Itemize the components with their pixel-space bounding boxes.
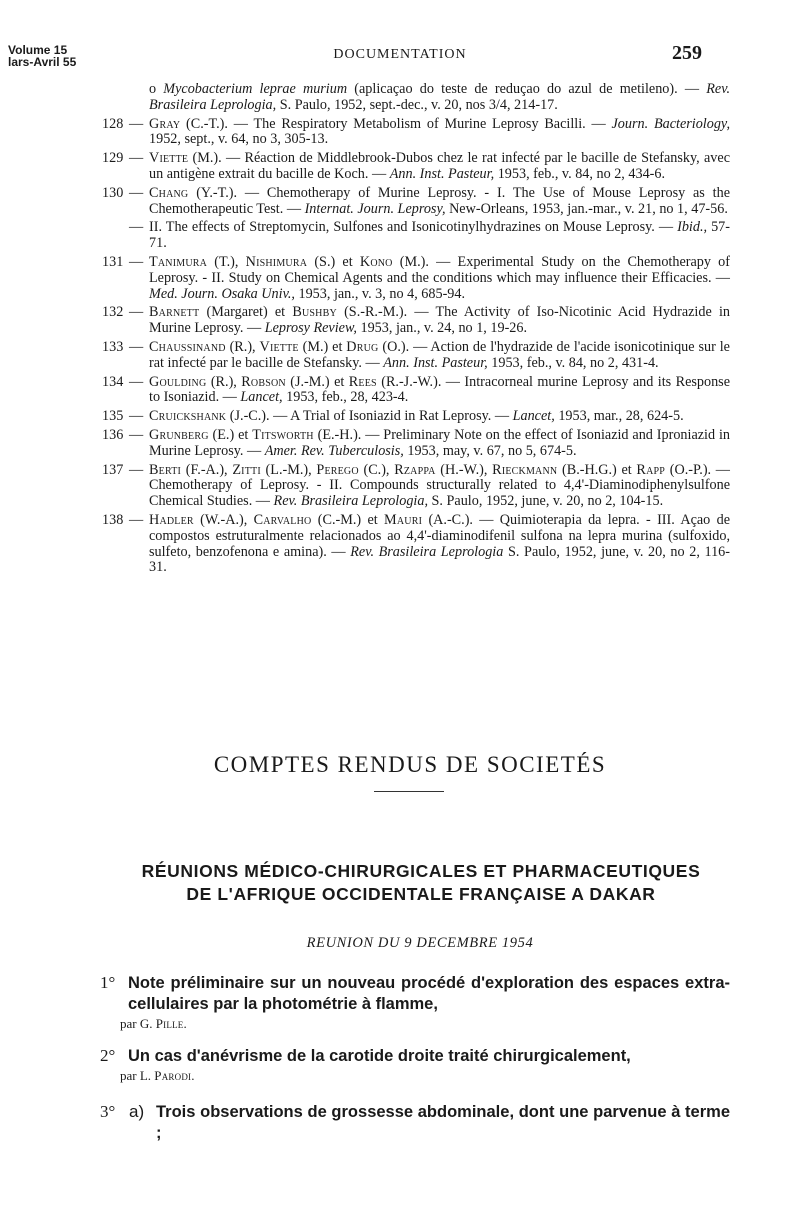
citation-source: Internat. Journ. Leprosy, — [304, 200, 446, 217]
entry-number: 132 — [102, 304, 124, 321]
citation-source: Mycobacterium leprae murium — [163, 81, 348, 97]
entry-text: (E.) et — [208, 426, 253, 443]
entry-number: 133 — [102, 338, 124, 355]
author-name: Chang — [149, 184, 189, 201]
entry-text: o — [149, 81, 164, 97]
entry-text: 1953, jan., v. 3, no 4, 685-94. — [294, 285, 466, 302]
entry-text: (M.) et — [298, 338, 347, 355]
entry-text: (R.-J.-W.). — Intracorneal murine Leprosy and its Response to Isoniazid. — — [149, 373, 730, 406]
entry-text: (H.-W.), — [435, 461, 493, 478]
entry-text: S. Paulo, 1952, sept.-dec., v. 20, nos 3/4, 214-17. — [276, 96, 558, 113]
author-name: Rapp — [636, 461, 666, 478]
item-sub-label: a) — [129, 1102, 145, 1121]
author-name: Barnett — [149, 304, 200, 321]
entry-dash: — — [129, 253, 144, 270]
bibliography-entry — [100, 82, 730, 114]
author-name: Hadler — [149, 511, 194, 528]
entry-number: 130 — [102, 184, 124, 201]
entry-number: 136 — [102, 426, 124, 443]
author-name: Bushby — [292, 304, 337, 321]
entry-text: (O.-P.). — Chemotherapy of Leprosy. - II. Compounds structurally related to 4,4'-Diaminodiphenylsulfone Chemical Studies. — — [149, 461, 730, 510]
item-author — [100, 1068, 730, 1084]
section-title: COMPTES RENDUS DE SOCIETÉS — [213, 752, 607, 777]
entry-text: 1953, feb., 28, 423-4. — [282, 389, 409, 406]
running-title: DOCUMENTATION — [333, 47, 467, 62]
citation-source: Rev. Brasileira Leprologia — [350, 543, 504, 560]
item-title: Note préliminaire sur un nouveau procédé d'exploration des espaces extra-cellulaires par la photométrie à flamme, — [128, 974, 730, 1013]
author-name: Drug — [346, 338, 379, 355]
bibliography-list — [100, 82, 730, 579]
entry-text: 1953, jan., v. 24, no 1, 19-26. — [356, 320, 528, 337]
entry-text: 1953, feb., v. 84, no 2, 434-6. — [494, 165, 666, 182]
item-title: Un cas d'anévrisme de la carotide droite traité chirurgicalement, — [128, 1047, 631, 1065]
author-name: Kono — [359, 253, 393, 270]
author-name: Rzappa — [394, 461, 436, 478]
agenda-item — [100, 1102, 730, 1144]
item-author — [100, 1016, 730, 1032]
entry-text: (C.-T.). — The Respiratory Metabolism of Murine Leprosy Bacilli. — — [180, 115, 612, 132]
author-prefix: par G. — [120, 1016, 156, 1031]
entry-text: (S.-R.-M.). — The Activity of Iso-Nicotinic Acid Hydrazide in Murine Leprosy. — — [149, 304, 730, 337]
author-name: Gray — [149, 115, 181, 132]
entry-text: 1952, sept., v. 64, no 3, 305-13. — [149, 131, 329, 148]
entry-text: (aplicaçao do teste de reduçao do azul de metileno). — — [347, 81, 707, 97]
entry-text: (F.-A.), — [181, 461, 233, 478]
entry-text: (W.-A.), — [193, 511, 254, 528]
entry-number: 128 — [102, 115, 124, 132]
entry-number: 129 — [102, 150, 124, 167]
author-name: Grunberg — [149, 426, 209, 443]
author-name: Titsworth — [252, 426, 314, 443]
entry-text: (Y.-T.). — Chemotherapy of Murine Leprosy. - I. The Use of Mouse Leprosy as the Chemotherapeutic Test. — — [149, 184, 730, 217]
entry-text: (A.-C.). — Quimioterapia da lepra. - III. Açao de compostos estruturalmente relacionados ao 4,4'-diaminodifenil sulfona na lepra murina (sulfoxido, sulfeto, benzofenona e amina). — — [149, 511, 730, 560]
entry-text: (L.-M.), — [260, 461, 317, 478]
reunion-heading-line-2: DE L'AFRIQUE OCCIDENTALE FRANÇAISE A DAKAR — [186, 884, 656, 904]
entry-number: 137 — [102, 461, 124, 478]
reunion-date: REUNION DU 9 DECEMBRE 1954 — [306, 935, 534, 951]
entry-text: (C.), — [358, 461, 395, 478]
agenda-item — [100, 973, 730, 1032]
entry-text: (Margaret) et — [199, 304, 293, 321]
agenda-item — [100, 1046, 730, 1084]
entry-text: II. The effects of Streptomycin, Sulfones and Isonicotinylhydrazines on Mouse Leprosy. — — [149, 219, 678, 236]
author-prefix: par L. — [120, 1068, 155, 1083]
entry-dash: — — [129, 150, 144, 167]
author-name: Berti — [149, 461, 182, 478]
bibliography-entry — [100, 255, 730, 302]
entry-dash: — — [129, 373, 144, 390]
bibliography-entry — [100, 428, 730, 460]
item-title: Trois observations de grossesse abdominale, dont une parvenue à terme ; — [156, 1103, 730, 1142]
author-name: Cruickshank — [149, 408, 227, 425]
citation-source: Rev. Brasileira Leprologia, — [273, 493, 428, 510]
entry-text: (O.). — Action de l'hydrazide de l'acide isonicotinique sur le rat infecté par le bacille de Stefansky. — — [149, 338, 730, 371]
author-name: Goulding — [149, 373, 207, 390]
entry-dash: — — [129, 184, 144, 201]
entry-text: (M.). — Réaction de Middlebrook-Dubos chez le rat infecté par le bacille de Stefansky, avec un antigène extrait du bacille de Koch. — — [149, 150, 730, 182]
bibliography-entry — [100, 513, 730, 576]
entry-dash: — — [129, 304, 144, 321]
entry-number: 135 — [102, 408, 124, 425]
author-name: Viette — [149, 150, 189, 167]
author-name: Perego — [316, 461, 359, 478]
author-name: Parodi. — [154, 1068, 195, 1083]
citation-source: Med. Journ. Osaka Univ., — [149, 285, 295, 302]
citation-source: Rev. Brasileira Leprologia, — [149, 81, 730, 113]
citation-source: Lancet, — [512, 408, 555, 425]
citation-source: Ibid., — [677, 219, 708, 236]
entry-text: (R.), — [206, 373, 242, 390]
author-name: Chaussinand — [149, 338, 226, 355]
bibliography-entry — [100, 117, 730, 149]
section-divider — [374, 791, 444, 792]
page-number: 259 — [672, 42, 702, 64]
entry-text: (J.-M.) et — [285, 373, 349, 390]
bibliography-entry — [100, 220, 730, 252]
item-ordinal: 3° — [100, 1102, 116, 1121]
author-name: Nishimura — [245, 253, 308, 270]
entry-text: S. Paulo, 1952, june, v. 20, no 2, 116-31. — [149, 543, 731, 576]
bibliography-entry — [100, 305, 730, 337]
entry-text: S. Paulo, 1952, june, v. 20, no 2, 104-15. — [428, 493, 664, 510]
entry-dash: — — [129, 426, 144, 443]
entry-text: (C.-M.) et — [311, 511, 385, 528]
bibliography-entry — [100, 463, 730, 510]
citation-source: Ann. Inst. Pasteur, — [383, 354, 488, 371]
entry-text: (J.-C.). — A Trial of Isoniazid in Rat Leprosy. — — [226, 408, 513, 425]
author-name: Carvalho — [253, 511, 312, 528]
bibliography-entry — [100, 151, 730, 183]
bibliography-entry — [100, 186, 730, 218]
citation-source: Leprosy Review, — [264, 320, 357, 337]
entry-text: New-Orleans, 1953, jan.-mar., v. 21, no 1, 47-56. — [445, 200, 728, 217]
entry-number: 131 — [102, 253, 124, 270]
entry-dash: — — [129, 338, 144, 355]
entry-text: (T.), — [207, 253, 246, 270]
bibliography-entry — [100, 409, 730, 425]
entry-text: (E.-H.). — Preliminary Note on the effect of Isoniazid and Iproniazid in Murine Leprosy. — — [149, 426, 730, 459]
entry-dash: — — [129, 408, 144, 425]
bibliography-entry — [100, 340, 730, 372]
author-name: Rees — [348, 373, 377, 390]
entry-dash: — — [129, 219, 144, 236]
reunion-heading-line-1: RÉUNIONS MÉDICO-CHIRURGICALES ET PHARMACEUTIQUES — [141, 861, 701, 881]
entry-text: 1953, may, v. 67, no 5, 674-5. — [403, 442, 577, 459]
author-name: Zitti — [232, 461, 261, 478]
citation-source: Ann. Inst. Pasteur, — [389, 165, 495, 182]
citation-source: Lancet, — [240, 389, 283, 406]
citation-source: Amer. Rev. Tuberculosis, — [264, 442, 404, 459]
entry-number: 134 — [102, 373, 124, 390]
entry-text: 1953, feb., v. 84, no 2, 431-4. — [487, 354, 659, 371]
item-ordinal: 1° — [100, 973, 116, 992]
author-name: Mauri — [384, 511, 423, 528]
volume-date: lars-Avril 55 — [8, 55, 77, 69]
author-name: Rieckmann — [492, 461, 558, 478]
entry-text: (M.). — Experimental Study on the Chemotherapy of Leprosy. - II. Study on Chemical Agents and the conditions which may influence their Efficacies. — — [149, 253, 730, 286]
item-ordinal: 2° — [100, 1046, 116, 1065]
entry-dash: — — [129, 511, 144, 528]
author-name: Pille. — [155, 1016, 187, 1031]
bibliography-entry — [100, 375, 730, 407]
volume-number: Volume 15 — [8, 43, 68, 57]
author-name: Robson — [241, 373, 286, 390]
entry-text: 57-71. — [149, 219, 730, 252]
entry-text: 1953, mar., 28, 624-5. — [554, 408, 684, 425]
entry-text: (R.), — [225, 338, 260, 355]
entry-number: 138 — [102, 511, 124, 528]
author-name: Viette — [259, 338, 299, 355]
author-name: Tanimura — [149, 253, 208, 270]
citation-source: Journ. Bacteriology, — [611, 115, 730, 132]
entry-dash: — — [129, 461, 144, 478]
entry-text: (B.-H.G.) et — [557, 461, 637, 478]
reunion-heading — [0, 860, 800, 906]
entry-text: (S.) et — [307, 253, 360, 270]
entry-dash: — — [129, 115, 144, 132]
